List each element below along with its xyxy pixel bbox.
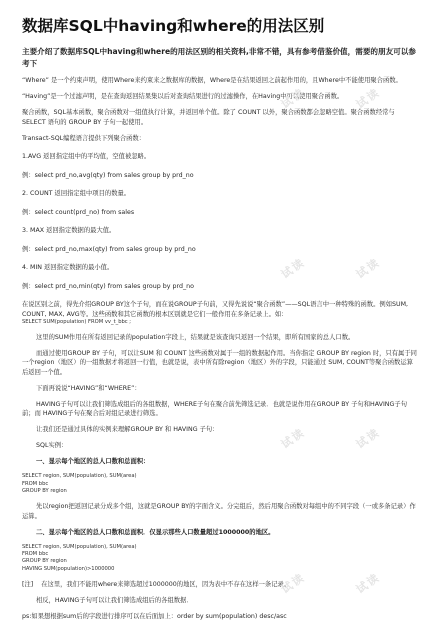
code-block-having	[22, 544, 418, 574]
example-avg: 例：select prd_no,avg(qty) from sales group by prd_no	[22, 171, 194, 179]
paragraph-sum-explain: 这里的SUM作用在所有返回记录的population字段上，结果就是该查询只返回一个结果，即所有国家的总人口数。	[36, 333, 355, 341]
watermark-text: 试读	[278, 425, 308, 452]
code-block-sum: SELECT SUM(population) FROM vv_t_bbc ;	[22, 319, 132, 325]
item-min: 4. MIN 返回指定数据的最小值。	[22, 264, 114, 271]
code-line: SELECT region, SUM(population), SUM(area)	[22, 543, 137, 550]
paragraph-having: “Having”是一个过滤声明，是在查询返回结果集以后对查询结果进行的过滤操作，在Having中可以使用聚合函数。	[22, 93, 344, 100]
paragraph-where: “Where” 是一个约束声明，使用Where来约束来之数据库的数据，Where是在结果返回之前起作用的，且Where中不能使用聚合函数。	[22, 77, 402, 84]
code-line: GROUP BY region	[22, 488, 67, 495]
note-text: 在这里，我们不能用where来筛选超过1000000的地区，因为表中不存在这样一条记录。	[41, 580, 291, 588]
note-paragraph	[22, 580, 418, 590]
item-avg: 1.AVG 返回指定组中的平均值，空值被忽略。	[22, 153, 151, 160]
note-label: [注]	[22, 580, 34, 588]
paragraph-example-intro: 让我们还是通过具体的实例来理解GROUP BY 和 HAVING 子句：	[36, 426, 219, 434]
paragraph-aggregate: 聚合函数，SQL基本函数，聚合函数对一组值执行计算，并返回单个值。除了 COUNT 以外，聚合函数都会忽略空值。聚合函数经常与 SELECT 语句的 GROUP BY 子句一起使用。	[22, 109, 395, 126]
paragraph-groupby-literal: 先以region把返回记录分成多个组，这就是GROUP BY的字面含义。分完组后，然后用聚合函数对每组中的不同字段（一或多条记录）作运算。	[22, 503, 416, 520]
summary-text: 主要介绍了数据库SQL中having和where的用法区别的相关资料,非常不错，具有参考借鉴价值，需要的朋友可以参考下	[22, 47, 416, 68]
example-count: 例：select count(prd_no) from sales	[22, 208, 135, 216]
code-block-groupby	[22, 473, 418, 495]
paragraph-tsql: Transact-SQL编程语言提供下列聚合函数：	[22, 134, 146, 142]
code-line: GROUP BY region	[22, 558, 67, 565]
watermark-text: 试读	[353, 85, 383, 112]
code-line: FROM bbc	[22, 480, 49, 487]
watermark-text: 试读	[278, 255, 308, 282]
sql-example-label: SQL实例：	[36, 442, 68, 450]
paragraph-having-filter: HAVING子句可以让我们筛选成组后的各组数据，WHERE子句在聚合前先筛选记录．也就是说作用在GROUP BY 子句和HAVING子句前；而 HAVING子句在聚合后对组记录进行筛选。	[22, 400, 407, 418]
watermark-text: 试读	[278, 85, 308, 112]
code-line: FROM bbc	[22, 551, 49, 558]
example-min: 例：select prd_no,min(qty) from sales group by prd_no	[22, 282, 194, 290]
watermark-text: 试读	[353, 255, 383, 282]
code-line: HAVING SUM(population)>1000000	[22, 565, 115, 572]
paragraph-groupby-explain: 而通过使用GROUP BY 子句，可以让SUM 和 COUNT 这些函数对属于一组的数据起作用。当你指定 GROUP BY region 时，只有属于同一个region（地区）的一组数据才将返回一行值，也就是说，表中所有除region（地区）外的字段，只能通过 SUM, COUNT等聚合函数运算后返回一个值。	[22, 349, 417, 376]
code-line: SELECT region, SUM(population), SUM(area)	[22, 473, 137, 480]
watermark-text: 试读	[353, 425, 383, 452]
paragraph-order-by-tip: ps:如果想根据sum后的字段进行排序可以在后面加上：order by sum(population) desc/asc	[22, 612, 287, 620]
watermark-text: 试读	[278, 570, 308, 597]
paragraph-having-conclusion: 相反，HAVING子句可以让我们筛选成组后的各组数据．	[36, 596, 193, 604]
example-one-heading: 一、显示每个地区的总人口数和总面积：	[36, 458, 150, 466]
paragraph-having-where-heading: 下面再说说“HAVING”和“WHERE”：	[36, 384, 141, 392]
page-title: 数据库SQL中having和where的用法区别	[22, 17, 325, 35]
example-two-heading: 二、显示每个地区的总人口数和总面积．仅显示那些人口数量超过1000000的地区。	[36, 528, 275, 536]
watermark-text: 试读	[353, 570, 383, 597]
example-max: 例：select prd_no,max(qty) from sales group by prd_no	[22, 245, 196, 253]
item-count: 2. COUNT 返回指定组中项目的数量。	[22, 190, 131, 197]
paragraph-groupby-intro: 在说区别之前，得先介绍GROUP BY这个子句，而在说GROUP子句前，又得先说说“聚合函数”——SQL语言中一种特殊的函数。例如SUM, COUNT, MAX, AVG等。这些函数和其它函数的根本区别就是它们一般作用在多条记录上。如：	[22, 301, 409, 318]
item-max: 3. MAX 返回指定数据的最大值。	[22, 227, 116, 234]
